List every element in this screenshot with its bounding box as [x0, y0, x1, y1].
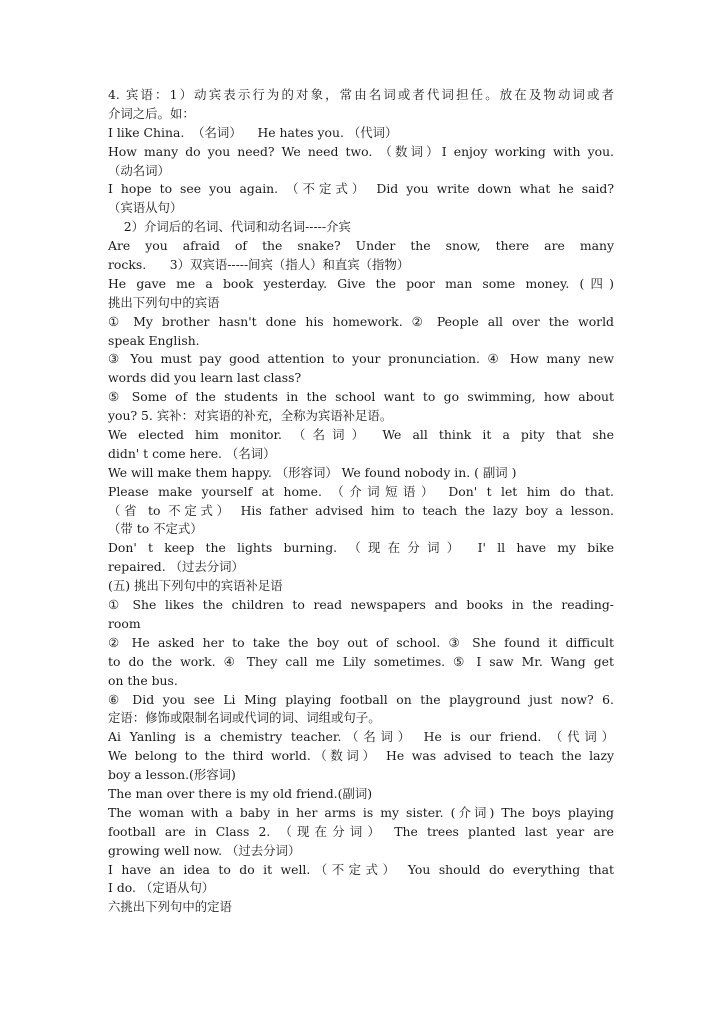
- text-line: growing well now. （过去分词）: [108, 842, 301, 858]
- text-line: Are you afraid of the snake? Under the snow, there are many: [108, 238, 614, 254]
- text-line: boy a lesson.(形容词): [108, 767, 236, 783]
- text-line: （带 to 不定式）: [108, 521, 203, 537]
- text-line: didn' t come here. （名词）: [108, 445, 276, 461]
- text-line: you? 5. 宾补：对宾语的补充，全称为宾语补足语。: [108, 408, 393, 424]
- text-line: （宾语从句）: [108, 200, 183, 216]
- text-line: ① My brother hasn't done his homework. ② People all over the world: [108, 313, 614, 329]
- text-line: words did you learn last class?: [108, 370, 302, 386]
- text-line: 挑出下列句中的宾语: [108, 294, 220, 310]
- text-line: 六挑出下列句中的定语: [108, 899, 232, 915]
- text-line: The woman with a baby in her arms is my sister. (介词) The boys playing: [108, 804, 614, 820]
- text-line: repaired. （过去分词）: [108, 559, 244, 575]
- text-line: speak English.: [108, 332, 200, 348]
- text-line: （动名词）: [108, 162, 170, 178]
- text-line: ③ You must pay good attention to your pronunciation. ④ How many new: [108, 351, 614, 367]
- text-line: We will make them happy. （形容词） We found nobody in. ( 副词 ): [108, 464, 517, 480]
- text-line: I like China. （名词） He hates you. （代词）: [108, 124, 398, 140]
- text-line: 4. 宾语：1）动宾表示行为的对象，常由名词或者代词担任。放在及物动词或者: [108, 87, 614, 102]
- text-line: Please make yourself at home. （介词短语） Don' t let him do that.: [108, 483, 614, 499]
- text-line: We elected him monitor. （名词） We all think it a pity that she: [108, 427, 614, 443]
- text-line: rocks. 3）双宾语-----间宾（指人）和直宾（指物）: [108, 257, 410, 273]
- text-line: football are in Class 2. （现在分词） The trees planted last year are: [108, 823, 614, 839]
- text-line: The man over there is my old friend.(副词): [108, 785, 373, 801]
- text-line: （省 to 不定式） His father advised him to teach the lazy boy a lesson.: [108, 502, 614, 518]
- text-line: 2）介词后的名词、代词和动名词-----介宾: [108, 219, 351, 235]
- text-line: on the bus.: [108, 672, 178, 688]
- text-line: He gave me a book yesterday. Give the poor man some money. (四): [108, 275, 614, 291]
- document-body: [108, 86, 614, 917]
- text-line: Ai Yanling is a chemistry teacher.（名词） He is our friend. （代词）: [108, 729, 614, 745]
- text-line: ⑤ Some of the students in the school want to go swimming, how about: [108, 389, 614, 405]
- text-line: 定语：修饰或限制名词或代词的词、词组或句子。: [108, 710, 381, 726]
- text-line: How many do you need? We need two. （数词）I enjoy working with you.: [108, 143, 614, 159]
- text-line: (五) 挑出下列句中的宾语补足语: [108, 578, 283, 594]
- text-line: I have an idea to do it well.（不定式） You should do everything that: [108, 861, 614, 877]
- text-line: room: [108, 615, 141, 631]
- text-line: I do. （定语从句）: [108, 880, 215, 896]
- text-line: We belong to the third world.（数词） He was advised to teach the lazy: [108, 748, 614, 764]
- text-line: 介词之后。如：: [108, 105, 195, 121]
- text-line: ① She likes the children to read newspapers and books in the reading-: [108, 597, 614, 613]
- text-line: ② He asked her to take the boy out of school. ③ She found it difficult: [108, 634, 614, 650]
- text-line: to do the work. ④ They call me Lily sometimes. ⑤ I saw Mr. Wang get: [108, 653, 614, 669]
- text-line: I hope to see you again. （不定式） Did you write down what he said?: [108, 181, 614, 197]
- text-line: ⑥ Did you see Li Ming playing football on the playground just now? 6.: [108, 691, 614, 707]
- text-line: Don' t keep the lights burning. （现在分词） I' ll have my bike: [108, 540, 614, 556]
